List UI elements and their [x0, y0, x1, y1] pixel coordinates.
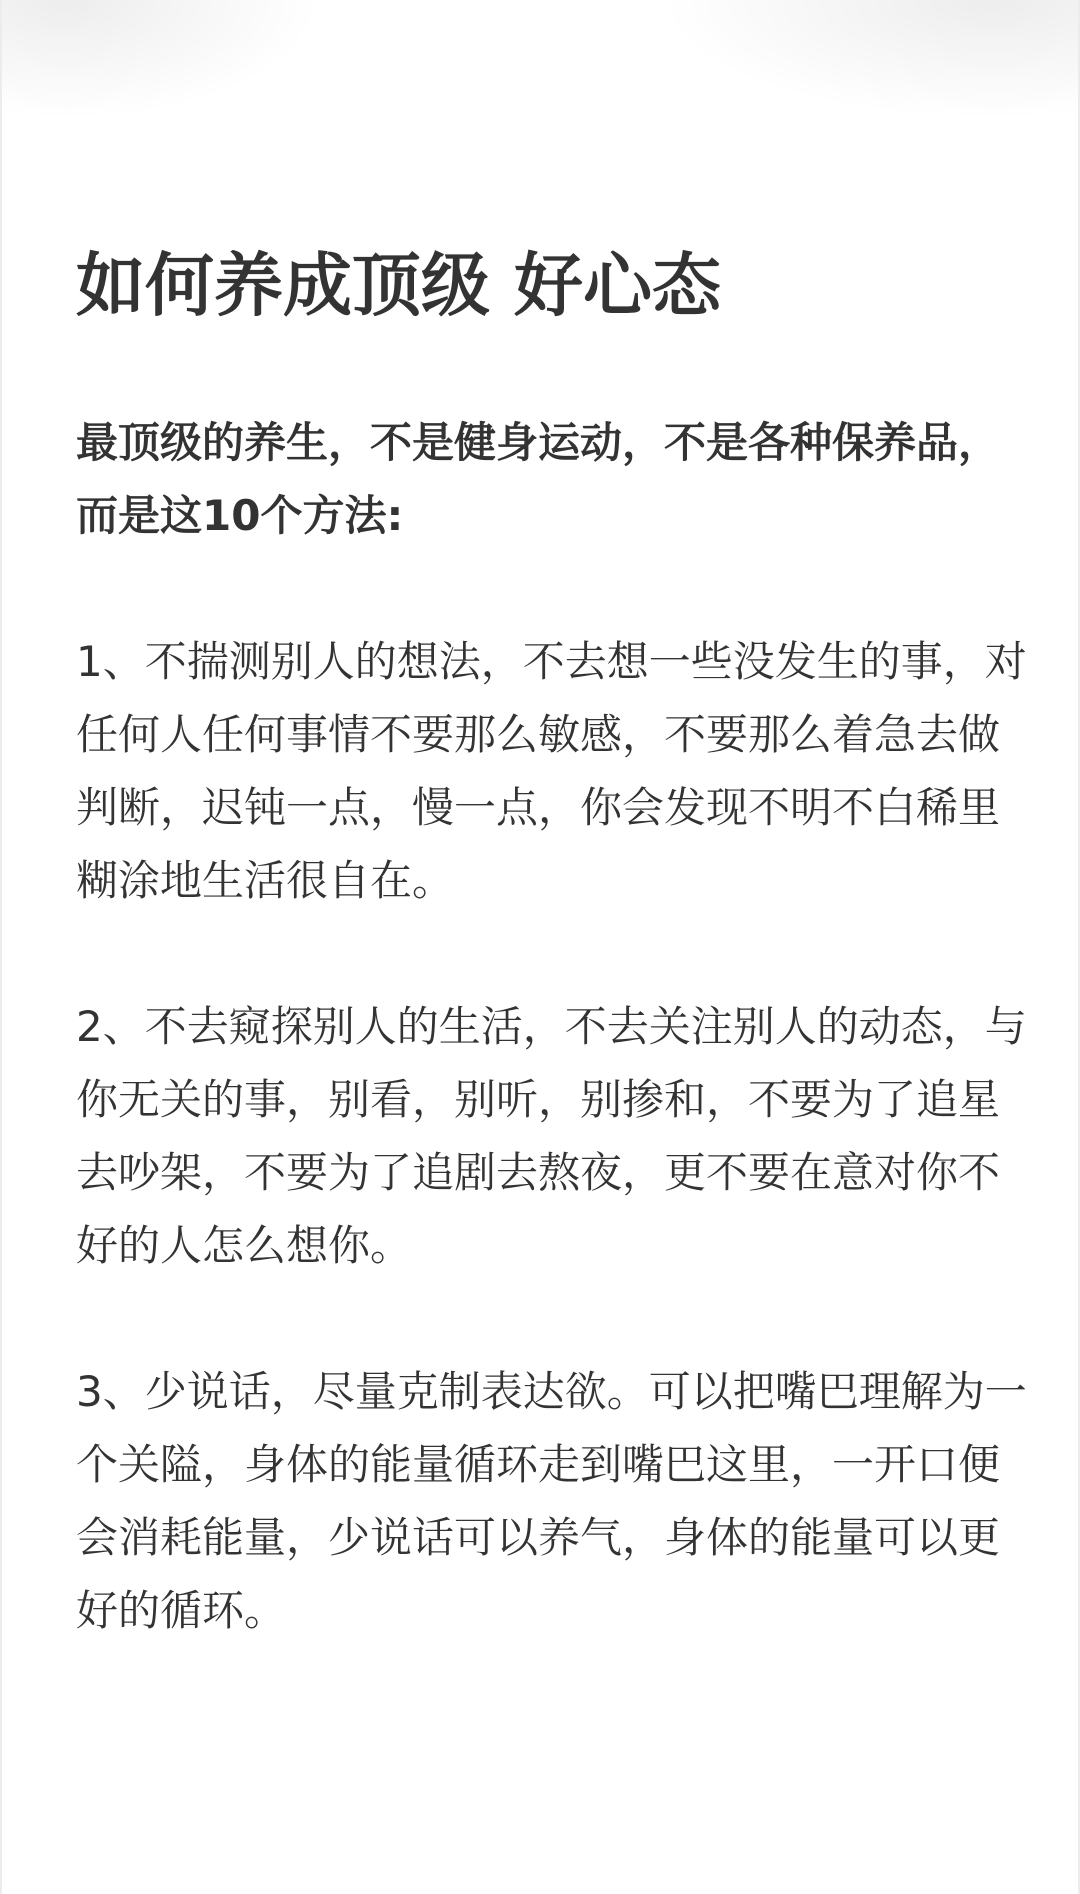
top-right-shadow: [658, 0, 1078, 120]
article-intro: 最顶级的养生，不是健身运动，不是各种保养品，而是这10个方法:: [76, 418, 1001, 540]
page-sheet: [2, 0, 1078, 1894]
list-item-3: 3、少说话，尽量克制表达欲。可以把嘴巴理解为一个关隘，身体的能量循环走到嘴巴这里，一开口便会消耗能量，少说话可以养气，身体的能量可以更好的循环。: [76, 1367, 1027, 1635]
top-left-shadow: [2, 0, 322, 120]
list-item-1: 1、不揣测别人的想法，不去想一些没发生的事，对任何人任何事情不要那么敏感，不要那么着急去做判断，迟钝一点，慢一点，你会发现不明不白稀里糊涂地生活很自在。: [76, 637, 1027, 905]
list-item-2: 2、不去窥探别人的生活，不去关注别人的动态，与你无关的事，别看，别听，别掺和，不要为了追星去吵架，不要为了追剧去熬夜，更不要在意对你不好的人怎么想你。: [76, 1002, 1027, 1270]
article-body: [76, 232, 1036, 1647]
article-title: 如何养成顶级 好心态: [76, 246, 722, 326]
